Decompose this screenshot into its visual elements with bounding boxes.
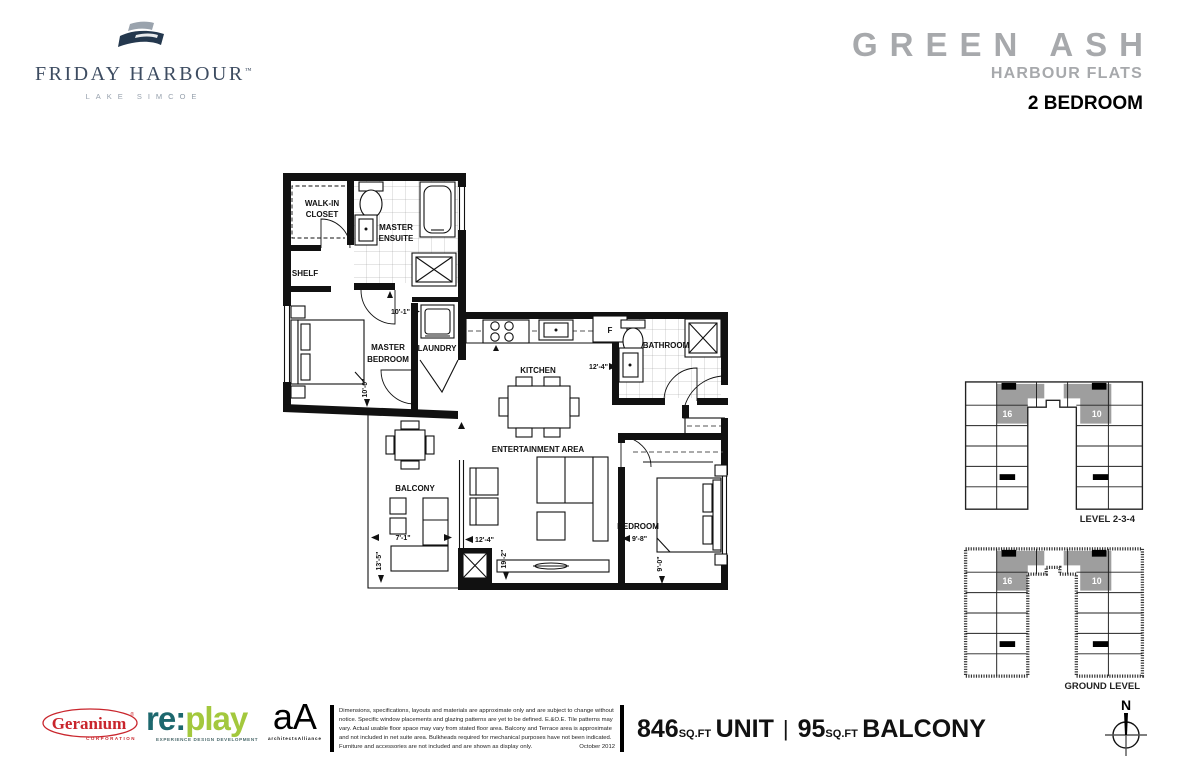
dim-10-0: 10'-0" [362, 378, 369, 398]
dim-13-5: 13'-5" [376, 551, 383, 571]
geranium-name: Geranium [51, 714, 127, 733]
brand-name: FRIDAY HARBOUR™ [35, 63, 252, 85]
dim-19-2: 19'-2" [501, 549, 508, 569]
shaft [458, 548, 492, 583]
room-label-master-2: BEDROOM [367, 355, 409, 364]
footer-divider-left [330, 705, 334, 752]
disclaimer-line: vary. Actual usable floor space may vary from stated floor area. Balcony and Terrace area is approximate [339, 726, 612, 732]
room-label-walkin-1: WALK-IN [304, 199, 340, 208]
unit-area-value: 846 [637, 715, 679, 743]
bedroom-furniture [657, 465, 727, 565]
geranium-sub: CORPORATION [86, 736, 136, 741]
unit-area-label: UNIT [715, 715, 774, 743]
dim-9-8: 9'-8" [632, 536, 648, 543]
keyplan-lower-unit-left: 16 [1002, 575, 1013, 586]
page-subtitle: HARBOUR FLATS [990, 65, 1143, 82]
room-label-master-1: MASTER [371, 343, 405, 352]
aa-sub: architectsAlliance [268, 736, 322, 741]
disclaimer-line: Furniture and accessories are not included and are shown as display only. [339, 744, 533, 750]
room-label-walkin-2: CLOSET [305, 210, 339, 219]
keyplan-upper-label: LEVEL 2-3-4 [1079, 514, 1135, 525]
unit-type: 2 BEDROOM [1027, 93, 1143, 114]
room-label-bedroom: BEDROOM [617, 522, 659, 531]
page-title: GREEN ASH [852, 26, 1155, 63]
unit-area-sqft: SQ.FT [678, 728, 712, 740]
north-label: N [1120, 697, 1132, 713]
disclaimer-line: Dimensions, specifications, layouts and materials are approximate only and are subject to change without [339, 708, 614, 714]
footer-divider-right [620, 705, 624, 752]
keyplan-upper-unit-right: 10 [1091, 408, 1102, 419]
title-block [852, 26, 1155, 115]
dim-10-1: 10'-1" [391, 309, 410, 316]
master-bedroom-furniture [291, 306, 364, 398]
trademark: ™ [244, 66, 252, 75]
area-summary [637, 715, 986, 744]
dim-12-4-kitchen: 12'-4" [589, 364, 608, 371]
replay-part2: play [185, 700, 248, 737]
disclaimer [339, 707, 615, 752]
keyplan-lower-unit-right: 10 [1091, 575, 1102, 586]
north-compass-icon [1100, 697, 1152, 757]
aa-name: aA [272, 696, 317, 737]
keyplan-lower-label: GROUND LEVEL [1064, 681, 1140, 692]
geranium-reg: ® [130, 712, 134, 718]
replay-part1: re: [146, 700, 186, 737]
balcony-furniture [386, 421, 448, 571]
keyplan-upper [958, 378, 1150, 514]
balcony-area-label: BALCONY [862, 715, 986, 743]
keyplan-lower [958, 545, 1150, 681]
room-label-entertainment: ENTERTAINMENT AREA [491, 445, 585, 454]
geranium-logo [40, 706, 140, 748]
room-label-bathroom: BATHROOM [642, 341, 690, 350]
dim-7-1: 7'-1" [395, 535, 411, 542]
room-label-laundry: LAUNDRY [417, 344, 457, 353]
replay-logo [146, 702, 258, 743]
flag-icon [106, 20, 176, 54]
balcony-area-sqft: SQ.FT [825, 728, 858, 740]
floorplan-svg [275, 160, 735, 600]
keyplan-upper-unit-left: 16 [1002, 408, 1013, 419]
replay-sub: EXPERIENCE DESIGN DEVELOPMENT [156, 737, 259, 742]
room-label-shelf: SHELF [291, 269, 319, 278]
room-label-ensuite-2: ENSUITE [378, 234, 414, 243]
room-label-fridge: F [607, 326, 613, 335]
room-label-ensuite-1: MASTER [379, 223, 413, 232]
balcony-area-value: 95 [797, 715, 826, 743]
room-label-balcony: BALCONY [395, 484, 435, 493]
brand-logo [35, 20, 252, 101]
area-separator: | [782, 716, 789, 741]
disclaimer-line: and not included in net suite area. Bulkheads required for mechanical purposes have not been indicated. [339, 735, 612, 741]
disclaimer-date: October 2012 [579, 744, 615, 750]
kitchen-fixtures [466, 316, 627, 351]
aa-logo [268, 696, 322, 742]
disclaimer-line: notice. Specific window placements and glazing patterns are yet to be defined. E.&O.E. Tile patterns may [339, 717, 613, 723]
brand-tagline: LAKE SIMCOE [85, 92, 203, 101]
dim-12-4-living: 12'-4" [475, 537, 494, 544]
laundry-fixtures [421, 305, 454, 338]
room-label-kitchen: KITCHEN [520, 366, 556, 375]
dim-9-0: 9'-0" [657, 556, 664, 572]
